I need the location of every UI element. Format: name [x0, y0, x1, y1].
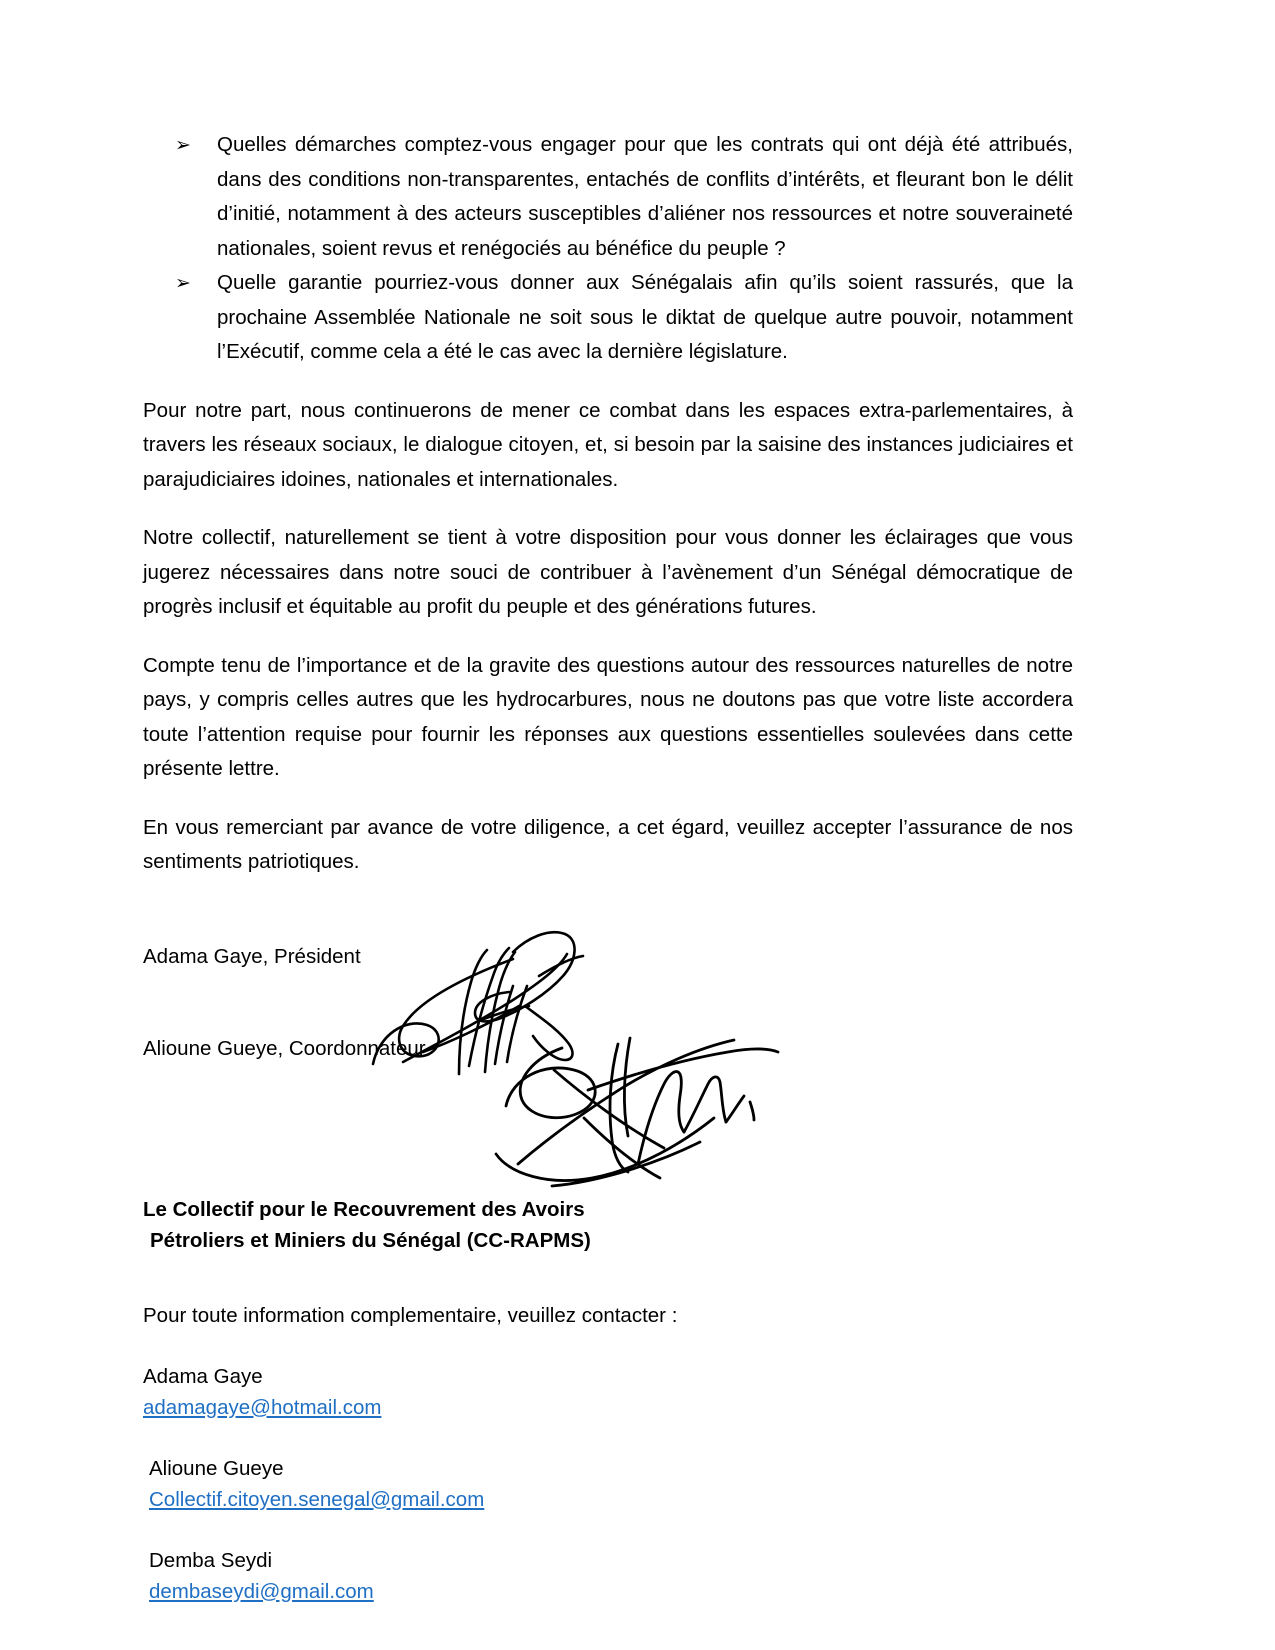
- contact-entry-demba-seydi: [143, 1545, 1073, 1607]
- signature-block: [143, 942, 1073, 1172]
- bullet-text: Quelles démarches comptez-vous engager pour que les contrats qui ont déjà été attribués, dans des conditions non-transparentes, entachés de conflits d’intérêts, et fleurant bon le délit d’initié, notamment à des acteurs susceptibles d’aliéner nos ressources et notre souveraineté nationales, soient revus et renégociés au bénéfice du peuple ?: [217, 133, 1073, 260]
- organization-line-1: Le Collectif pour le Recouvrement des Avoirs: [143, 1197, 585, 1221]
- contact-email-link[interactable]: dembaseydi@gmail.com: [149, 1579, 374, 1603]
- arrow-bullet-icon: ➢: [175, 134, 191, 156]
- paragraph-remerciements: En vous remerciant par avance de votre diligence, a cet égard, veuillez accepter l’assurance de nos sentiments patriotiques.: [143, 815, 1073, 873]
- contact-entry-alioune-gueye: [143, 1453, 1073, 1515]
- signatory-coordonnateur: Alioune Gueye, Coordonnateur: [143, 1036, 426, 1060]
- arrow-bullet-icon: ➢: [175, 272, 191, 294]
- contact-name: Adama Gaye: [143, 1364, 263, 1388]
- paragraph-collectif-disposition: Notre collectif, naturellement se tient à votre disposition pour vous donner les éclairages que vous jugerez nécessaires dans notre souci de contribuer à l’avènement d’un Sénégal démocratique de progrès inclusif et équitable au profit du peuple et des générations futures.: [143, 526, 1073, 618]
- contact-name: Demba Seydi: [149, 1548, 273, 1572]
- handwritten-signature-adama-gaye: [363, 914, 623, 1094]
- contact-name: Alioune Gueye: [149, 1456, 284, 1480]
- list-item: [143, 128, 1073, 266]
- handwritten-signature-alioune-gueye: [488, 1014, 788, 1204]
- list-item: [143, 266, 1073, 370]
- contact-intro-text: Pour toute information complementaire, veuillez contacter :: [143, 1303, 678, 1327]
- organization-line-2: Pétroliers et Miniers du Sénégal (CC-RAPMS): [150, 1228, 591, 1252]
- question-bullet-list: [143, 128, 1073, 370]
- contact-entry-adama-gaye: [143, 1361, 1073, 1423]
- contact-email-link[interactable]: Collectif.citoyen.senegal@gmail.com: [149, 1487, 485, 1511]
- organization-name: [143, 1194, 1073, 1256]
- bullet-text: Quelle garantie pourriez-vous donner aux Sénégalais afin qu’ils soient rassurés, que la prochaine Assemblée Nationale ne soit sous le diktat de quelque autre pouvoir, notamment l’Exécutif, comme cela a été le cas avec la dernière législature.: [217, 271, 1073, 363]
- contact-email-link[interactable]: adamagaye@hotmail.com: [143, 1395, 382, 1419]
- document-body: [143, 128, 1073, 1607]
- paragraph-compte-tenu: Compte tenu de l’importance et de la gravite des questions autour des ressources naturelles de notre pays, y compris celles autres que les hydrocarbures, nous ne doutons pas que votre liste accordera toute l’attention requise pour fournir les réponses aux questions essentielles soulevées dans cette présente lettre.: [143, 653, 1073, 780]
- paragraph-extra-parlementaires: Pour notre part, nous continuerons de mener ce combat dans les espaces extra-parlementaires, à travers les réseaux sociaux, le dialogue citoyen, et, si besoin par la saisine des instances judiciaires et parajudiciaires idoines, nationales et internationales.: [143, 398, 1073, 491]
- signatory-president: Adama Gaye, Président: [143, 944, 361, 968]
